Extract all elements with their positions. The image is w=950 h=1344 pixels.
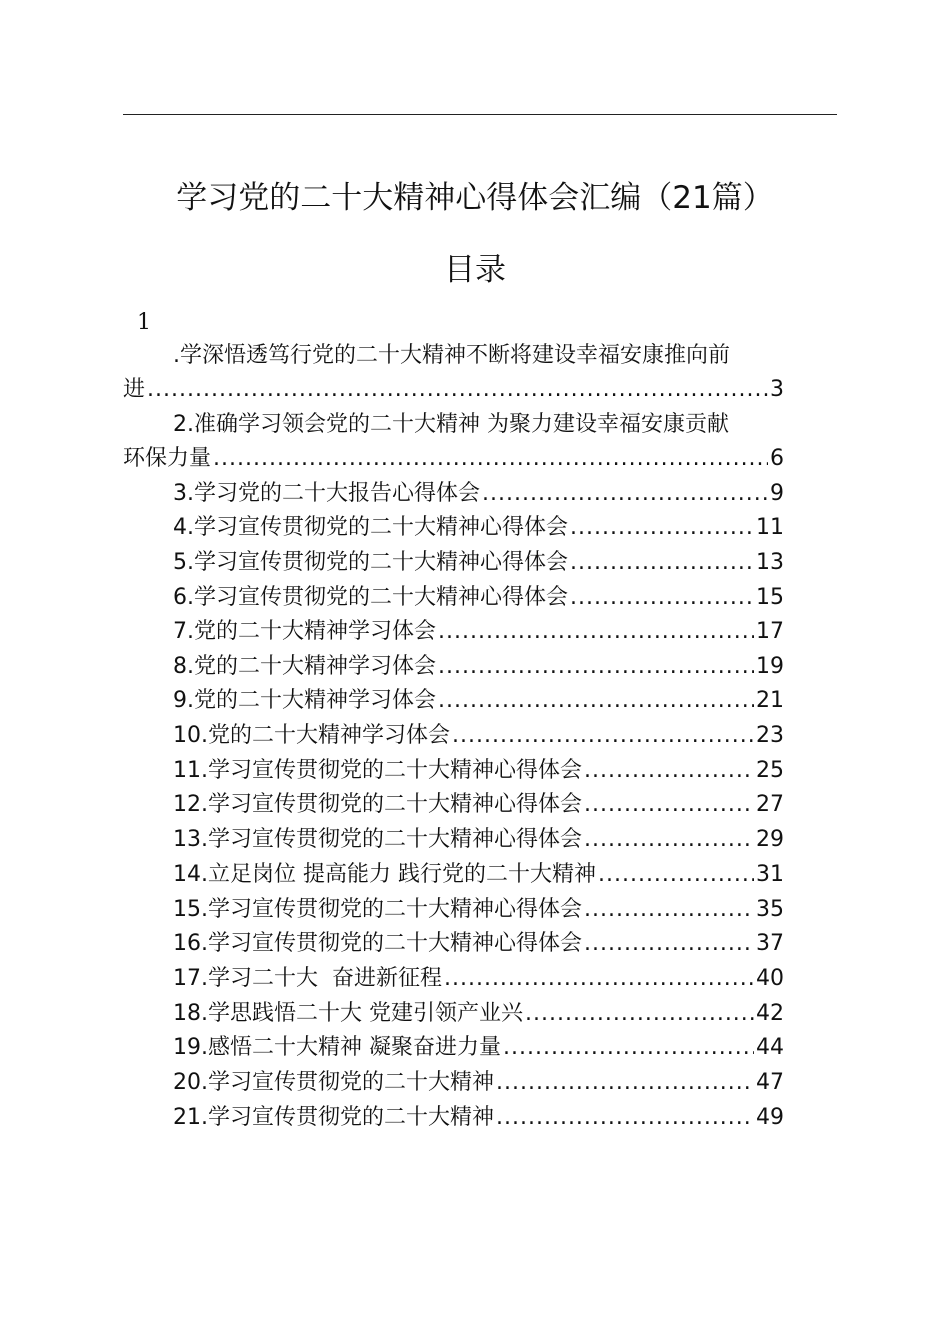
toc-entry-title: 5.学习宣传贯彻党的二十大精神心得体会 — [173, 550, 568, 575]
toc-leader-dots — [147, 375, 768, 405]
toc-leader-dots — [584, 929, 754, 959]
toc-entry-page: 42 — [756, 1001, 784, 1026]
toc-entry-title: 17.学习二十大 奋进新征程 — [173, 966, 442, 991]
toc-heading: 目录 — [444, 252, 506, 288]
toc-entry-8[interactable] — [173, 652, 784, 682]
toc-entry-12[interactable] — [173, 790, 784, 820]
toc-entry-20[interactable] — [173, 1068, 784, 1098]
toc-entry-page: 23 — [756, 723, 784, 748]
toc-entry-page: 11 — [756, 515, 784, 540]
toc-entry-page: 6 — [770, 446, 784, 471]
toc-entry-2-line2[interactable] — [123, 444, 784, 474]
toc-leader-dots — [438, 617, 754, 647]
toc-entry-page: 21 — [756, 688, 784, 713]
toc-entry-1-line1[interactable] — [173, 341, 837, 371]
toc-leader-dots — [496, 1068, 754, 1098]
toc-entry-title: 3.学习党的二十大报告心得体会 — [173, 481, 480, 506]
toc-entry-page: 17 — [756, 619, 784, 644]
toc-entry-title: 8.党的二十大精神学习体会 — [173, 654, 436, 679]
toc-entry-title: 环保力量 — [123, 446, 212, 471]
toc-entry-page: 29 — [756, 827, 784, 852]
toc-entry-page: 31 — [756, 862, 784, 887]
toc-entry-5[interactable] — [173, 548, 784, 578]
toc-entry-6[interactable] — [173, 583, 784, 613]
toc-leader-dots — [438, 652, 754, 682]
toc-entry-11[interactable] — [173, 756, 784, 786]
toc-leader-dots — [452, 721, 754, 751]
toc-leader-dots — [584, 756, 754, 786]
toc-entry-page: 35 — [756, 897, 784, 922]
toc-entry-page: 25 — [756, 758, 784, 783]
toc-entry-title: 4.学习宣传贯彻党的二十大精神心得体会 — [173, 515, 568, 540]
toc-entry-title: 16.学习宣传贯彻党的二十大精神心得体会 — [173, 931, 582, 956]
toc-entry-title: 进 — [123, 377, 146, 402]
toc-entry-title: 9.党的二十大精神学习体会 — [173, 688, 436, 713]
toc-entry-17[interactable] — [173, 964, 784, 994]
toc-leader-dots — [584, 825, 754, 855]
toc-entry-page: 44 — [756, 1035, 784, 1060]
toc-first-number: 1 — [137, 310, 151, 335]
toc-entry-page: 49 — [756, 1105, 784, 1130]
toc-entry-page: 37 — [756, 931, 784, 956]
toc-entry-page: 40 — [756, 966, 784, 991]
toc-entry-15[interactable] — [173, 895, 784, 925]
toc-entry-page: 15 — [756, 585, 784, 610]
toc-entry-18[interactable] — [173, 999, 784, 1029]
toc-leader-dots — [525, 999, 754, 1029]
toc-entry-9[interactable] — [173, 686, 784, 716]
toc-leader-dots — [444, 964, 754, 994]
toc-leader-dots — [570, 548, 754, 578]
toc-entry-title: 20.学习宣传贯彻党的二十大精神 — [173, 1070, 494, 1095]
toc-entry-3[interactable] — [173, 479, 784, 509]
document-title: 学习党的二十大精神心得体会汇编（21篇） — [176, 180, 774, 216]
toc-leader-dots — [584, 895, 754, 925]
toc-entry-title: 10.党的二十大精神学习体会 — [173, 723, 450, 748]
toc-leader-dots — [598, 860, 754, 890]
toc-entry-title: 11.学习宣传贯彻党的二十大精神心得体会 — [173, 758, 582, 783]
toc-leader-dots — [213, 444, 768, 474]
toc-entry-title: 13.学习宣传贯彻党的二十大精神心得体会 — [173, 827, 582, 852]
toc-entry-title: 19.感悟二十大精神 凝聚奋进力量 — [173, 1035, 501, 1060]
toc-entry-19[interactable] — [173, 1033, 784, 1063]
toc-entry-title: 14.立足岗位 提高能力 践行党的二十大精神 — [173, 862, 596, 887]
toc-entry-title: 15.学习宣传贯彻党的二十大精神心得体会 — [173, 897, 582, 922]
toc-leader-dots — [570, 583, 754, 613]
toc-entry-title: 7.党的二十大精神学习体会 — [173, 619, 436, 644]
toc-entry-title: 12.学习宣传贯彻党的二十大精神心得体会 — [173, 792, 582, 817]
toc-leader-dots — [584, 790, 754, 820]
toc-entry-page: 13 — [756, 550, 784, 575]
toc-entry-page: 19 — [756, 654, 784, 679]
toc-entry-page: 9 — [770, 481, 784, 506]
toc-entry-2-line1[interactable] — [173, 410, 837, 440]
toc-entry-10[interactable] — [173, 721, 784, 751]
toc-leader-dots — [438, 686, 754, 716]
toc-entry-title: 2.准确学习领会党的二十大精神 为聚力建设幸福安康贡献 — [173, 412, 729, 437]
toc-entry-page: 27 — [756, 792, 784, 817]
toc-leader-dots — [482, 479, 768, 509]
toc-entry-title: 18.学思践悟二十大 党建引领产业兴 — [173, 1001, 523, 1026]
toc-entry-21[interactable] — [173, 1103, 784, 1133]
toc-entry-1-line2[interactable] — [123, 375, 784, 405]
toc-entry-title: 6.学习宣传贯彻党的二十大精神心得体会 — [173, 585, 568, 610]
toc-entry-page: 3 — [770, 377, 784, 402]
toc-entry-title: .学深悟透笃行党的二十大精神不断将建设幸福安康推向前 — [173, 343, 730, 368]
toc-entry-16[interactable] — [173, 929, 784, 959]
toc-leader-dots — [496, 1103, 754, 1133]
toc-entry-14[interactable] — [173, 860, 784, 890]
toc-entry-title: 21.学习宣传贯彻党的二十大精神 — [173, 1105, 494, 1130]
toc-leader-dots — [503, 1033, 754, 1063]
toc-entry-4[interactable] — [173, 513, 784, 543]
toc-entry-7[interactable] — [173, 617, 784, 647]
toc-leader-dots — [570, 513, 754, 543]
toc-entry-13[interactable] — [173, 825, 784, 855]
toc-entry-page: 47 — [756, 1070, 784, 1095]
